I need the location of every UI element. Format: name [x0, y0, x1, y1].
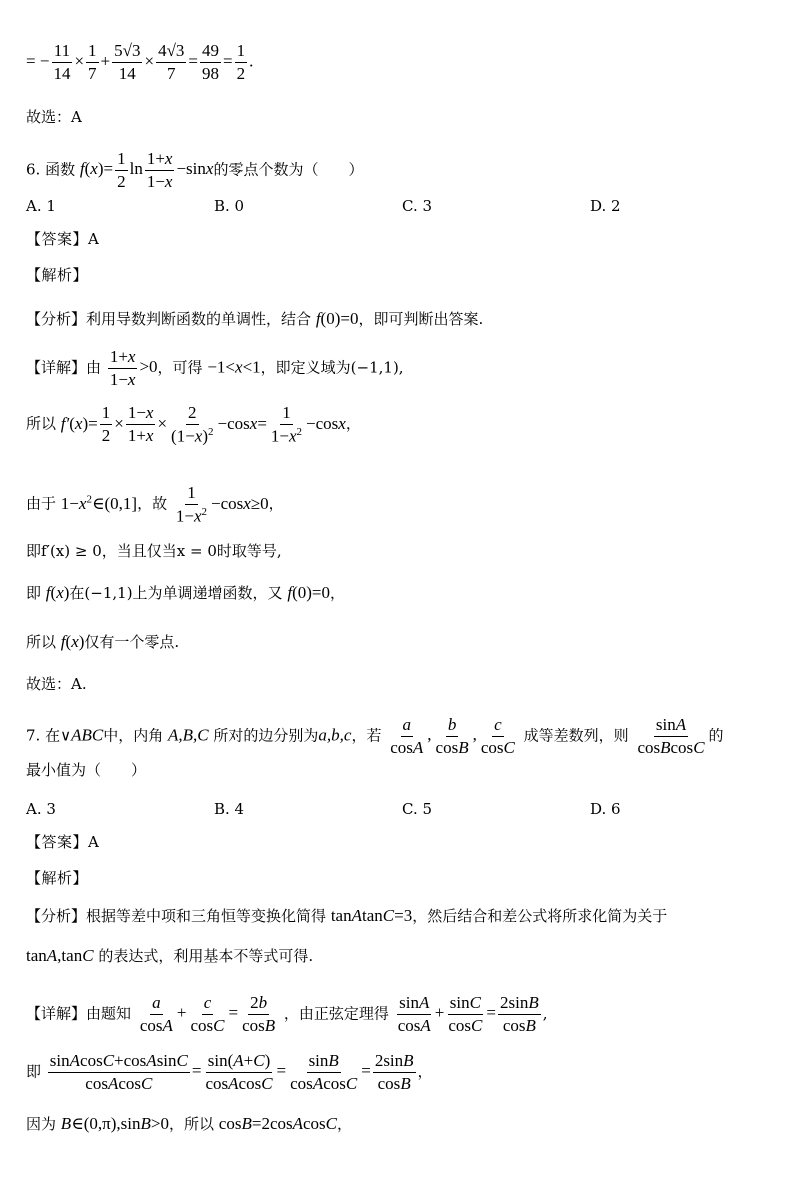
q7-xiangjie-line1: 【详解】由题知 $\frac{a}{\cos A}$ + $\frac{c}{\cos C}$ = $\frac{2b}{\cos B}$ ，由正弦定理得 $\frac{\sin A}{\cos A}$ + $\frac{\sin C}{\cos C}$ = $\frac{2\sin B}{\cos B}$ ,: [26, 993, 548, 1035]
q6-xiangjie-line1: 【详解】由 $\frac{1+x}{1-x}$ >0，可得 −1<x<1，即定义域为(−1,1),: [26, 347, 404, 389]
q7-fenxi-line1: 【分析】根据等差中项和三角恒等变换化简得 tanAtanC=3，然后结合和差公式将所求化简为关于: [26, 906, 668, 925]
q7-option-d[interactable]: D. 6: [590, 800, 621, 818]
q7-fenxi-line2: tanA,tanC 的表达式，利用基本不等式可得.: [26, 946, 314, 965]
q7-answer: 【答案】A: [26, 833, 100, 851]
q7-stem-line2: 最小值为（ ）: [26, 761, 147, 779]
q6-choose-line: 故选：A.: [26, 675, 87, 693]
q6-answer: 【答案】A: [26, 230, 100, 248]
q6-option-d[interactable]: D. 2: [590, 197, 621, 215]
q7-option-c[interactable]: C. 5: [402, 800, 433, 818]
q6-option-c[interactable]: C. 3: [402, 197, 433, 215]
q6-analysis-title: 【解析】: [26, 266, 89, 284]
q6-due-line: 由于 $1-x^2\in(0,1]$，故 $\frac{1}{1-x^2}$ −cosx≥0，: [26, 483, 284, 526]
q7-option-b[interactable]: B. 4: [214, 800, 245, 818]
q7-option-a[interactable]: A. 3: [26, 800, 56, 818]
q6-zero-line: 所以 f(x)仅有一个零点.: [26, 632, 180, 651]
q6-fenxi: 【分析】利用导数判断函数的单调性，结合 f(0)=0，即可判断出答案.: [26, 309, 484, 328]
q6-stem: 6. 函数 f(x)= $\frac{1}{2}$ ln $\frac{1+x}{1-x}$ −sinx的零点个数为（ ）: [26, 149, 364, 191]
q6-option-a[interactable]: A. 1: [26, 197, 56, 215]
q7-xiangjie-line2: 即 $\frac{\text{sinAcosC+cosAsinC}}{\text{cosAcosC}}$ = $\frac{\sin(A+C)}{\text{cosAcosC}}$ = $\frac{\sin B}{\text{cosAcosC}}$ = $\frac{2\sin B}{\cos B}$ ，: [26, 1051, 433, 1093]
q6-option-b[interactable]: B. 0: [214, 197, 245, 215]
q5-choose-line: 故选：A: [26, 108, 82, 126]
solution-continuation-line: = − $\frac{11}{14}$ × $\frac{1}{7}$ + $\frac{5√3}{14}$ × $\frac{4√3}{7}$ = $\frac{49}{98}$ = $\frac{1}{2}$ .: [26, 41, 254, 83]
q6-monotone-line: 即 f(x)在(−1,1)上为单调递增函数，又 f(0)=0，: [26, 583, 346, 602]
q7-analysis-title: 【解析】: [26, 869, 89, 887]
q6-ineq-line: 即f′(x) ≥ 0，当且仅当x = 0时取等号,: [26, 542, 282, 560]
q6-derivative-line: 所以 f′(x)= $\frac{1}{2}$ × $\frac{1-x}{1+x}$ × $\frac{2}{(1-x)^2}$ −cosx= $\frac{1}{1-x^2}$ −cosx，: [26, 403, 361, 446]
q7-stem: 7. 在∨ABC中，内角 A,B,C 所对的边分别为a,b,c，若 $\frac{a}{\cos A}$ , $\frac{b}{\cos B}$ , $\frac{c}{\cos C}$ 成等差数列，则 $\frac{\sin A}{\text{cosBcosC}}$ 的: [26, 715, 724, 757]
q7-because-line: 因为 B∈(0,π),sinB>0，所以 cosB=2cosAcosC，: [26, 1114, 353, 1133]
